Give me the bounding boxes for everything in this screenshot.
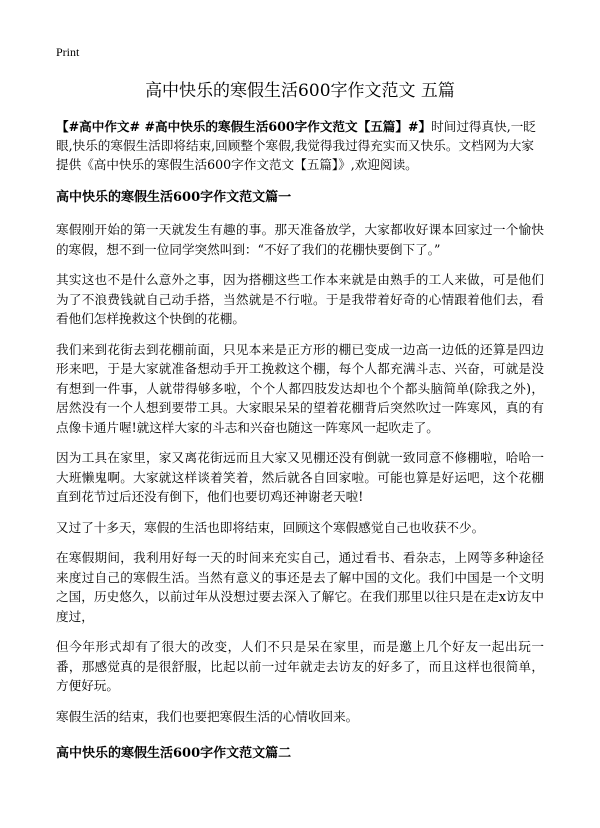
article-body	[56, 117, 544, 776]
paragraph: 寒假刚开始的第一天就发生有趣的事。那天准备放学，大家都收好课本回家过一个愉快的寒假，想不到一位同学突然叫到：“不好了我们的花棚快要倒下了。”	[56, 222, 544, 257]
paragraph: 在寒假期间，我利用好每一天的时间来充实自己，通过看书、看杂志，上网等多种途径来度过自己的寒假生活。当然有意义的事还是去了解中国的文化。我们中国是一个文明之国，历史悠久，以前过年从没想过要去深入了解它。在我们那里以往只是在走x访友中度过，	[56, 550, 544, 624]
paragraph: 但今年形式却有了很大的改变，人们不只是呆在家里，而是邀上几个好友一起出玩一番，那感觉真的是很舒服，比起以前一过年就走去访友的好多了，而且这样也很简单，方便好玩。	[56, 639, 544, 693]
paragraph: 又过了十多天，寒假的生活也即将结束，回顾这个寒假感觉自己也收获不少。	[56, 519, 485, 535]
print-label: Print	[56, 45, 80, 59]
page-title: 高中快乐的寒假生活600字作文范文 五篇	[145, 81, 455, 101]
paragraph: 寒假生活的结束，我们也要把寒假生活的心情收回来。	[56, 708, 359, 724]
intro-bold-lead: 【#高中作文# #高中快乐的寒假生活600字作文范文【五篇】#】	[56, 119, 432, 134]
intro-text: 时间过得真快,一眨眼,快乐的寒假生活即将结束,回顾整个寒假,我觉得我过得充实而又快乐。文档网为大家提供《高中快乐的寒假生活600字作文范文【五篇】》,欢迎阅读。	[56, 119, 536, 172]
intro-paragraph	[56, 117, 544, 174]
paragraph: 我们来到花街去到花棚前面，只见本来是正方形的棚已变成一边高一边低的还算是四边形来吧，于是大家就准备想动手开工挽救这个棚，每个人都充满斗志、兴奋，可就是没有想到一件事，人就带得够多啦，个个人都四肢发达却也个个都头脑简单(除我之外)，居然没有一个人想到要带工具。大家眼呆呆的望着花棚背后突然吹过一阵寒风，真的有点像卡通片喔!就这样大家的斗志和兴奋也随这一阵寒风一起吹走了。	[56, 341, 544, 435]
paragraph: 其实这也不是什么意外之事，因为搭棚这些工作本来就是由熟手的工人来做，可是他们为了不浪费钱就自己动手搭，当然就是不行啦。于是我带着好奇的心情跟着他们去，看看他们怎样挽救这个快倒的花棚。	[56, 272, 544, 326]
section-heading-1: 高中快乐的寒假生活600字作文范文篇一	[56, 190, 292, 205]
paragraph: 因为工具在家里，家又离花街远而且大家又见棚还没有倒就一致同意不修棚啦，哈哈一大班懒鬼啊。大家就这样谈着笑着，然后就各自回家啦。可能也算是好运吧，这个花棚直到花节过后还没有倒下，他们也要切鸡还神谢老天啦!	[56, 450, 544, 504]
section-heading-2: 高中快乐的寒假生活600字作文范文篇二	[56, 746, 292, 761]
